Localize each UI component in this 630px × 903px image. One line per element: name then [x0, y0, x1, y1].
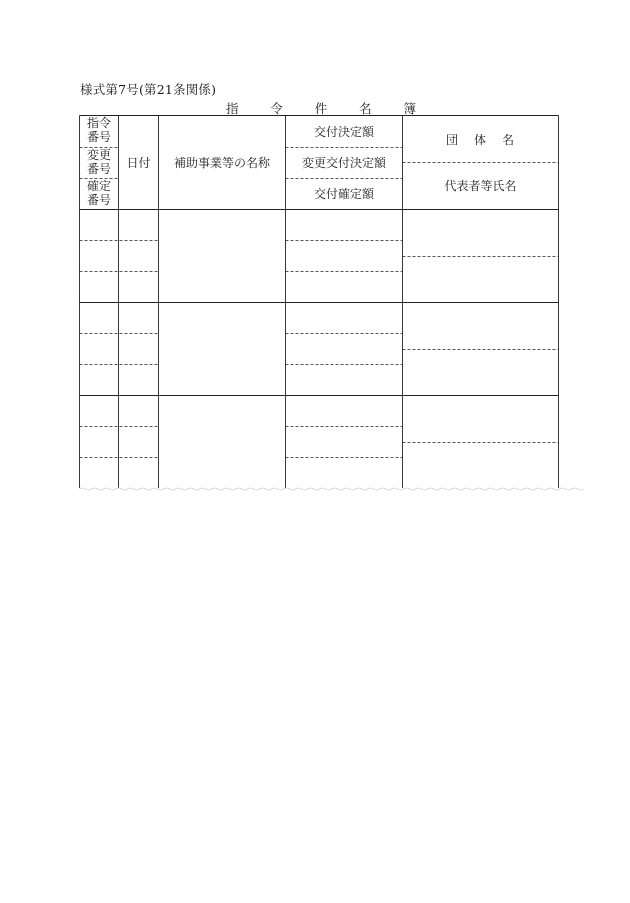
title-char: 令 [270, 101, 283, 116]
title-char: 指 [226, 101, 239, 116]
header-henko-bango: 変更 番号 [86, 148, 111, 176]
header-kofu-kettei: 交付決定額 [313, 125, 374, 139]
header-shirei-bango: 指令 番号 [86, 116, 111, 144]
title-char: 簿 [403, 101, 416, 116]
header-date: 日付 [126, 156, 151, 170]
header-kofu-kakutei: 交付確定額 [313, 187, 374, 201]
header-dantai-mei: 団 体 名 [446, 133, 514, 147]
torn-bottom-edge [80, 488, 584, 490]
form-number-label: 様式第7号(第21条関係) [80, 82, 217, 97]
title-char: 名 [359, 101, 372, 116]
title-char: 件 [314, 101, 328, 116]
header-kakutei-bango: 確定 番号 [86, 179, 111, 207]
header-henko-kofu-kettei: 変更交付決定額 [301, 156, 386, 170]
header-daihyosha: 代表者等氏名 [444, 179, 517, 193]
page-title [226, 99, 416, 117]
header-project-name: 補助事業等の名称 [173, 156, 270, 170]
